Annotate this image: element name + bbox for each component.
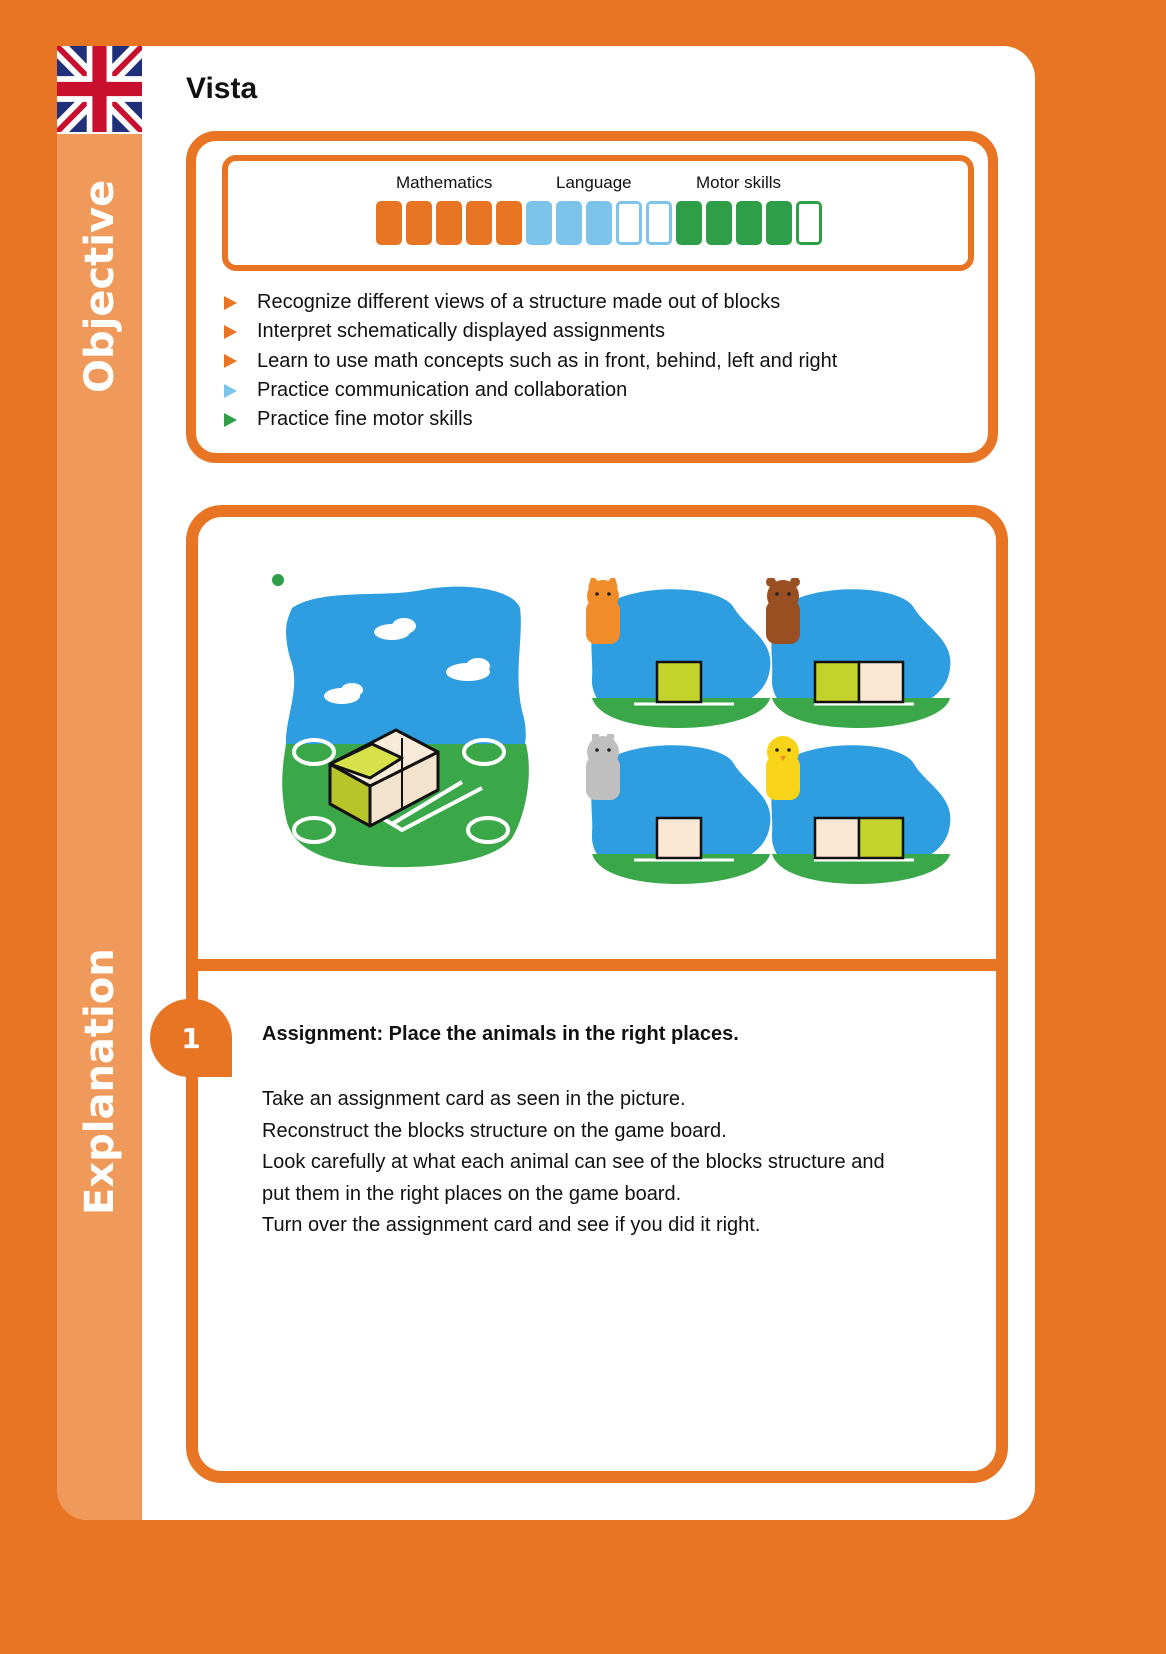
chick-figure-icon	[766, 736, 800, 800]
instruction-line: Turn over the assignment card and see if you did it right.	[262, 1214, 761, 1236]
instruction-list	[262, 1084, 885, 1242]
uk-flag-icon	[57, 46, 142, 132]
bullet-triangle-icon	[224, 384, 237, 398]
skill-segment-mathematics	[436, 201, 462, 245]
view-card-bear	[764, 578, 954, 728]
step-number: 1	[181, 1021, 201, 1055]
bear-figure-icon	[766, 578, 800, 644]
skill-segment-language	[616, 201, 642, 245]
bullet-triangle-icon	[224, 413, 237, 427]
skill-segment-mathematics	[496, 201, 522, 245]
objective-item	[222, 347, 837, 376]
bullet-triangle-icon	[224, 296, 237, 310]
skill-segment-language	[556, 201, 582, 245]
objective-item	[222, 288, 837, 317]
objective-text: Learn to use math concepts such as in front, behind, left and right	[257, 349, 838, 372]
bullet-triangle-icon	[224, 354, 237, 368]
view-block	[859, 818, 903, 858]
objective-text: Interpret schematically displayed assignments	[257, 320, 665, 343]
game-board-illustration	[262, 568, 542, 878]
skill-label-language: Language	[556, 173, 632, 192]
view-block	[657, 662, 701, 702]
skill-segment-motor	[766, 201, 792, 245]
objective-item	[222, 376, 837, 405]
skill-segment-motor	[796, 201, 822, 245]
skill-segment-motor	[676, 201, 702, 245]
objective-text: Recognize different views of a structure made out of blocks	[257, 291, 781, 314]
view-block	[859, 662, 903, 702]
view-card-rabbit	[584, 734, 774, 884]
objective-text: Practice fine motor skills	[257, 408, 473, 431]
skill-segment-mathematics	[376, 201, 402, 245]
page-title: Vista	[186, 72, 258, 105]
assignment-title: Assignment: Place the animals in the right places.	[262, 1023, 739, 1045]
view-card-chick	[764, 734, 954, 884]
skill-segment-motor	[706, 201, 732, 245]
skill-label-mathematics: Mathematics	[396, 173, 493, 192]
instruction-line: Look carefully at what each animal can see of the blocks structure and	[262, 1151, 885, 1173]
objective-list	[222, 288, 837, 434]
explanation-label: Explanation	[77, 948, 123, 1215]
section-divider	[186, 959, 1008, 971]
skill-segment-mathematics	[466, 201, 492, 245]
skill-segment-language	[646, 201, 672, 245]
view-block	[815, 662, 859, 702]
objective-item	[222, 317, 837, 346]
rabbit-figure-icon	[586, 734, 620, 800]
instruction-line: Reconstruct the blocks structure on the game board.	[262, 1119, 727, 1142]
instruction-line: put them in the right places on the game board.	[262, 1182, 682, 1205]
skill-segment-language	[586, 201, 612, 245]
bullet-triangle-icon	[224, 325, 237, 339]
view-card-fox	[584, 578, 774, 728]
fox-figure-icon	[586, 578, 620, 644]
skill-segment-language	[526, 201, 552, 245]
objective-item	[222, 405, 837, 434]
objective-label: Objective	[77, 179, 123, 393]
skill-segment-mathematics	[406, 201, 432, 245]
view-block	[657, 818, 701, 858]
skill-label-motor: Motor skills	[696, 173, 782, 192]
instruction-line: Take an assignment card as seen in the picture.	[262, 1088, 686, 1110]
step-badge	[150, 999, 232, 1077]
objective-text: Practice communication and collaboration	[257, 379, 628, 402]
skill-segment-motor	[736, 201, 762, 245]
view-block	[815, 818, 859, 858]
